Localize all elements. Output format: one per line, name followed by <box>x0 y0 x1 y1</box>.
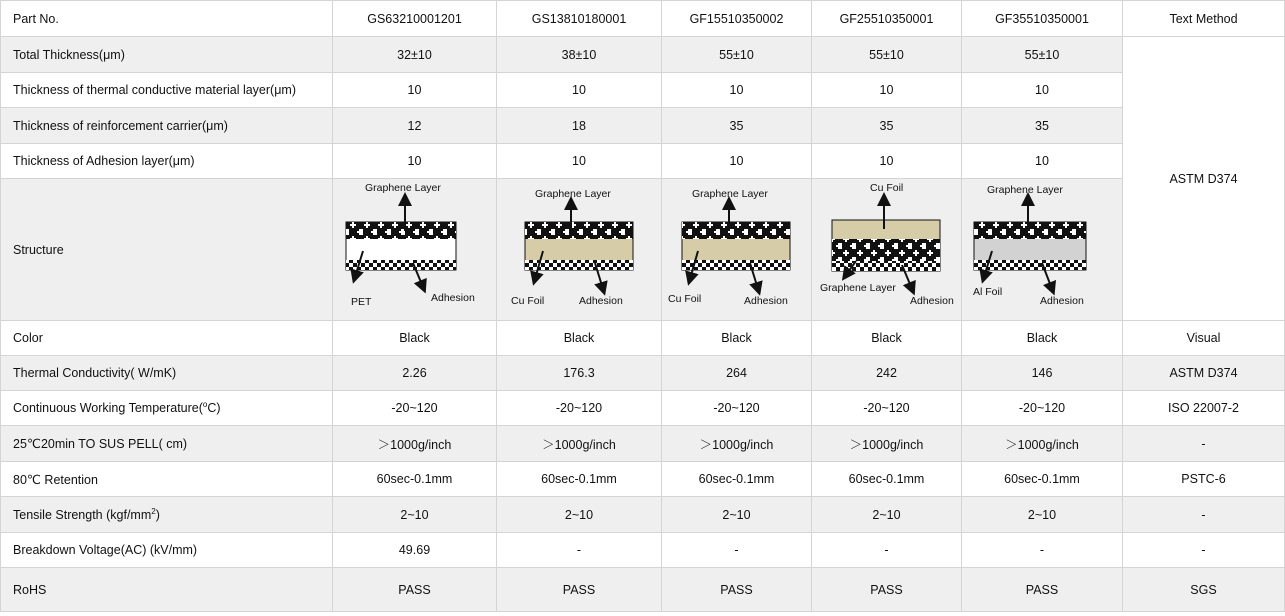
cell-value: 10 <box>497 144 662 179</box>
cell-value: 146 <box>962 356 1123 391</box>
cell-value: 55±10 <box>812 37 962 73</box>
cell-method: - <box>1123 497 1285 533</box>
cell-value: PASS <box>497 568 662 612</box>
diagram-label-bottom-right: Adhesion <box>579 295 623 307</box>
cell-value: 35 <box>962 108 1123 144</box>
cell-value: -20~120 <box>662 391 812 426</box>
structure-diagram-1 <box>333 179 497 321</box>
header-text-method: Text Method <box>1123 1 1285 37</box>
row-rohs <box>1 568 1285 612</box>
diagram-label-bottom-left: Cu Foil <box>511 295 545 307</box>
row-label: Continuous Working Temperature($^o$C) <box>1 391 333 426</box>
cell-value: ＞1000g/inch <box>497 426 662 462</box>
cell-value: - <box>497 533 662 568</box>
cell-value: 10 <box>812 144 962 179</box>
row-label: 80℃ Retention <box>1 462 333 497</box>
cell-value: 2~10 <box>333 497 497 533</box>
cell-value: 55±10 <box>962 37 1123 73</box>
cell-value: -20~120 <box>333 391 497 426</box>
cell-value: - <box>812 533 962 568</box>
row-label: Color <box>1 321 333 356</box>
cell-method: - <box>1123 426 1285 462</box>
structure-diagram-2 <box>497 179 662 321</box>
diagram-label-bottom-left: Al Foil <box>973 286 1003 298</box>
cell-value: 2~10 <box>962 497 1123 533</box>
cell-value: -20~120 <box>812 391 962 426</box>
header-col-1: GS63210001201 <box>333 1 497 37</box>
diagram-label-top: Graphene Layer <box>692 188 768 200</box>
cell-method: ASTM D374 <box>1123 356 1285 391</box>
cell-value: 2.26 <box>333 356 497 391</box>
header-col-4: GF25510350001 <box>812 1 962 37</box>
row-total-thickness <box>1 37 1285 73</box>
cell-value: 10 <box>962 144 1123 179</box>
cell-value: PASS <box>962 568 1123 612</box>
cell-value: -20~120 <box>962 391 1123 426</box>
row-label: Total Thickness(μm) <box>1 37 333 73</box>
cell-value: 264 <box>662 356 812 391</box>
cell-value: ＞1000g/inch <box>962 426 1123 462</box>
cell-value: 35 <box>812 108 962 144</box>
header-col-3: GF15510350002 <box>662 1 812 37</box>
structure-diagram-3 <box>662 179 812 321</box>
diagram-label-bottom-right: Adhesion <box>1040 295 1084 307</box>
layer-stack-graphic <box>333 179 497 321</box>
cell-method: PSTC-6 <box>1123 462 1285 497</box>
cell-value: 49.69 <box>333 533 497 568</box>
cell-value: 60sec-0.1mm <box>333 462 497 497</box>
row-label: RoHS <box>1 568 333 612</box>
cell-value: ＞1000g/inch <box>333 426 497 462</box>
cell-method: Visual <box>1123 321 1285 356</box>
cell-value: 10 <box>962 73 1123 108</box>
row-color <box>1 321 1285 356</box>
cell-value: PASS <box>333 568 497 612</box>
cell-value: 10 <box>333 73 497 108</box>
cell-value: 32±10 <box>333 37 497 73</box>
cell-value: 35 <box>662 108 812 144</box>
cell-value: 2~10 <box>662 497 812 533</box>
diagram-label-top: Graphene Layer <box>365 182 441 194</box>
cell-value: 176.3 <box>497 356 662 391</box>
row-label: Tensile Strength $(kgf/mm^2)$ <box>1 497 333 533</box>
cell-value: ＞1000g/inch <box>662 426 812 462</box>
method-astm-d374-group: ASTM D374 <box>1123 37 1285 321</box>
row-label: Thickness of thermal conductive material layer(μm) <box>1 73 333 108</box>
header-row <box>1 1 1285 37</box>
cell-value: 60sec-0.1mm <box>497 462 662 497</box>
structure-diagram-5 <box>962 179 1123 321</box>
cell-value: PASS <box>662 568 812 612</box>
cell-method: - <box>1123 533 1285 568</box>
row-label: Breakdown Voltage(AC) (kV/mm) <box>1 533 333 568</box>
layer-stack-graphic <box>812 179 962 321</box>
cell-value: Black <box>333 321 497 356</box>
row-label: Structure <box>1 179 333 321</box>
cell-value: - <box>662 533 812 568</box>
diagram-label-bottom-right: Adhesion <box>431 292 475 304</box>
cell-value: 10 <box>812 73 962 108</box>
row-retention <box>1 462 1285 497</box>
cell-value: 10 <box>333 144 497 179</box>
row-breakdown-voltage <box>1 533 1285 568</box>
row-label: Thermal Conductivity( W/mK) <box>1 356 333 391</box>
header-col-5: GF35510350001 <box>962 1 1123 37</box>
cell-value: 242 <box>812 356 962 391</box>
diagram-label-bottom-right: Adhesion <box>910 295 954 307</box>
header-col-2: GS13810180001 <box>497 1 662 37</box>
cell-value: - <box>962 533 1123 568</box>
cell-value: 18 <box>497 108 662 144</box>
cell-value: 2~10 <box>812 497 962 533</box>
diagram-label-top: Cu Foil <box>870 182 904 194</box>
diagram-label-bottom-left: Graphene Layer <box>820 282 896 294</box>
cell-value: PASS <box>812 568 962 612</box>
diagram-label-bottom-left: Cu Foil <box>668 293 702 305</box>
cell-value: ＞1000g/inch <box>812 426 962 462</box>
row-tensile-strength <box>1 497 1285 533</box>
structure-diagram-4 <box>812 179 962 321</box>
cell-value: 12 <box>333 108 497 144</box>
cell-value: 60sec-0.1mm <box>662 462 812 497</box>
row-carrier-thickness <box>1 108 1285 144</box>
layer-stack-graphic <box>497 179 662 321</box>
cell-value: 10 <box>662 144 812 179</box>
cell-value: 55±10 <box>662 37 812 73</box>
cell-value: -20~120 <box>497 391 662 426</box>
cell-value: 10 <box>662 73 812 108</box>
diagram-label-top: Graphene Layer <box>987 184 1063 196</box>
row-structure <box>1 179 1285 321</box>
cell-value: Black <box>662 321 812 356</box>
diagram-label-top: Graphene Layer <box>535 188 611 200</box>
layer-stack-graphic <box>662 179 812 321</box>
cell-method: ISO 22007-2 <box>1123 391 1285 426</box>
cell-method: SGS <box>1123 568 1285 612</box>
row-label: Thickness of Adhesion layer(μm) <box>1 144 333 179</box>
row-adhesion-thickness <box>1 144 1285 179</box>
cell-value: 2~10 <box>497 497 662 533</box>
cell-value: 60sec-0.1mm <box>812 462 962 497</box>
cell-value: Black <box>812 321 962 356</box>
header-part-no: Part No. <box>1 1 333 37</box>
diagram-label-bottom-left: PET <box>351 296 372 308</box>
cell-value: Black <box>962 321 1123 356</box>
cell-value: Black <box>497 321 662 356</box>
row-label: Thickness of reinforcement carrier(μm) <box>1 108 333 144</box>
row-thermal-conductivity <box>1 356 1285 391</box>
cell-value: 10 <box>497 73 662 108</box>
cell-value: 38±10 <box>497 37 662 73</box>
cell-value: 60sec-0.1mm <box>962 462 1123 497</box>
diagram-label-bottom-right: Adhesion <box>744 295 788 307</box>
row-label: 25℃20min TO SUS PELL( cm) <box>1 426 333 462</box>
row-peel-adhesion <box>1 426 1285 462</box>
layer-stack-graphic <box>962 179 1123 321</box>
row-thermal-layer-thickness <box>1 73 1285 108</box>
row-working-temperature <box>1 391 1285 426</box>
